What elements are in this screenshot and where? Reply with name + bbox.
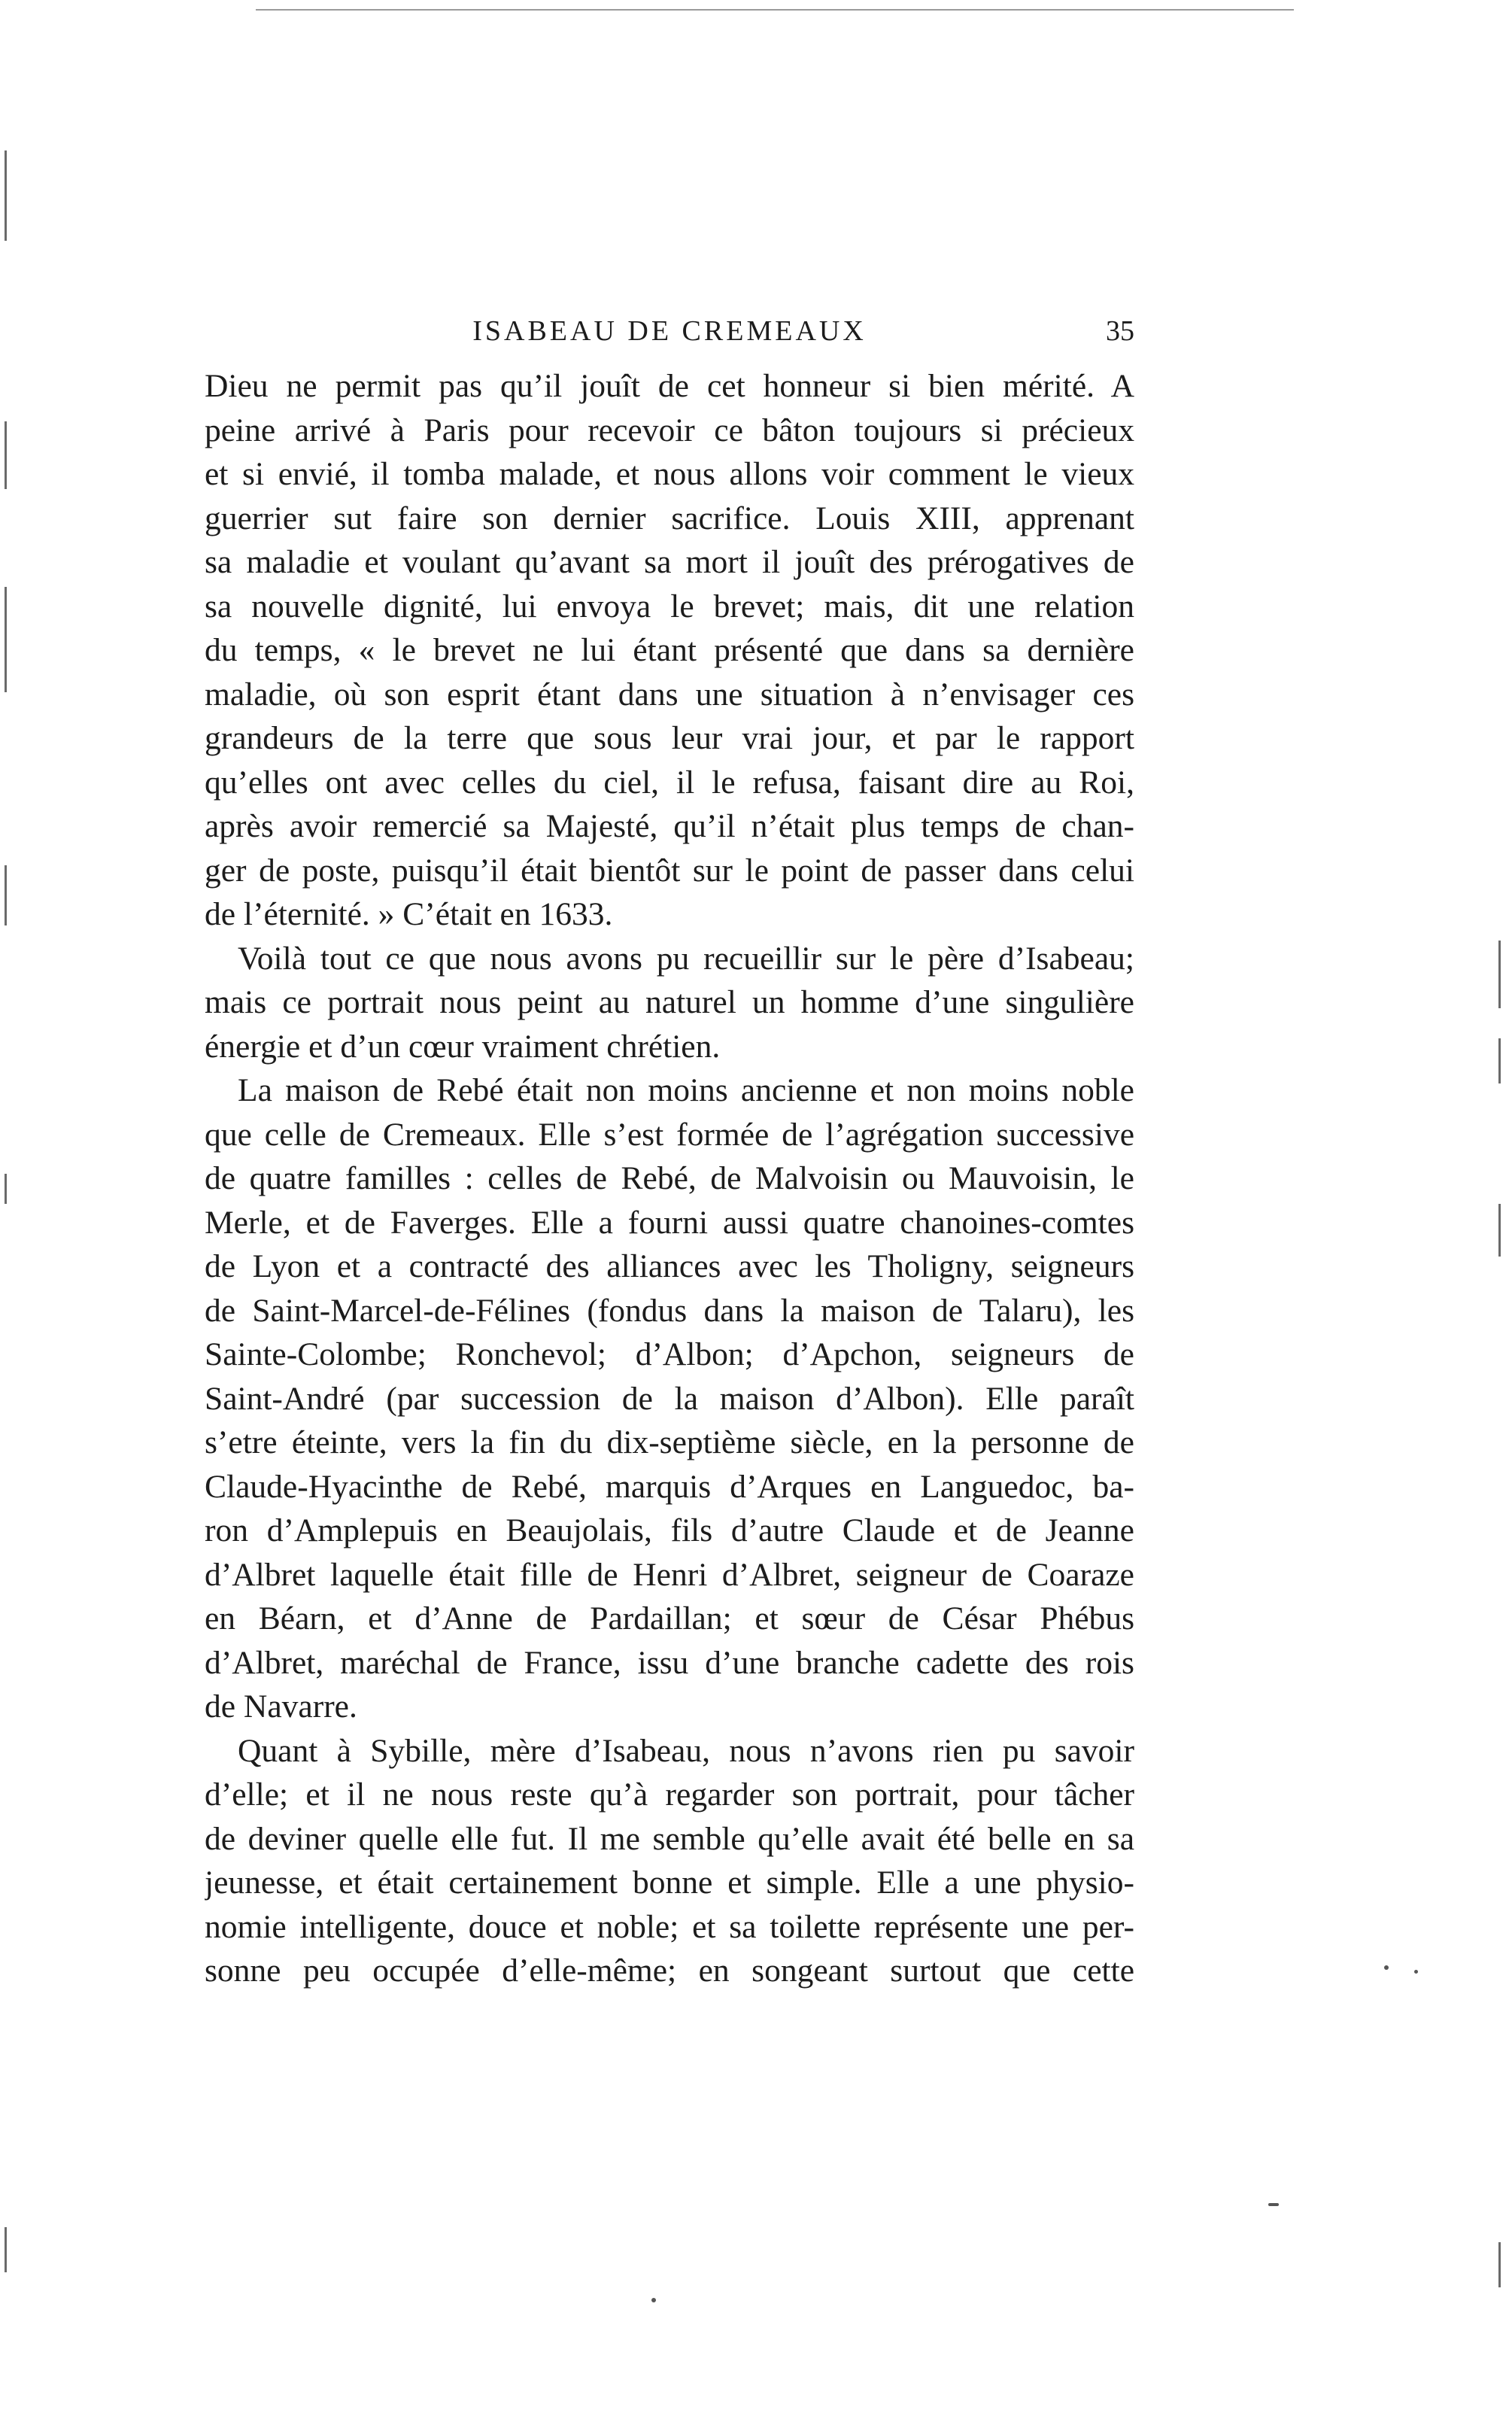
scan-margin-mark: [1498, 941, 1501, 1008]
text-line: guerrier sut faire son dernier sacrifice. Louis XIII, apprenant: [205, 500, 1134, 536]
text-line: peine arrivé à Paris pour recevoir ce bâton toujours si précieux: [205, 412, 1134, 448]
scan-speck: [1414, 1970, 1418, 1974]
scan-speck: [1384, 1965, 1389, 1970]
scan-speck: [651, 2298, 656, 2302]
text-line: ron d’Amplepuis en Beaujolais, fils d’autre Claude et de Jeanne: [205, 1512, 1134, 1548]
text-line: après avoir remercié sa Majesté, qu’il n’était plus temps de chan-: [205, 808, 1134, 844]
text-line: qu’elles ont avec celles du ciel, il le refusa, faisant dire au Roi,: [205, 764, 1134, 801]
running-head: [205, 315, 1134, 360]
text-line: Quant à Sybille, mère d’Isabeau, nous n’avons rien pu savoir: [238, 1732, 1134, 1769]
text-line: de l’éternité. » C’était en 1633.: [205, 896, 613, 932]
paragraph: [205, 1729, 1134, 1993]
text-line: ger de poste, puisqu’il était bientôt sur le point de passer dans celui: [205, 852, 1134, 889]
paragraph: [205, 1068, 1134, 1729]
text-line: Dieu ne permit pas qu’il jouît de cet honneur si bien mérité. A: [205, 368, 1134, 404]
text-line: et si envié, il tomba malade, et nous allons voir comment le vieux: [205, 456, 1134, 492]
scan-margin-mark: [5, 587, 7, 692]
text-line: énergie et d’un cœur vraiment chrétien.: [205, 1028, 721, 1065]
text-line: d’Albret, maréchal de France, issu d’une branche cadette des rois: [205, 1644, 1134, 1681]
scan-top-edge: [256, 9, 1294, 11]
text-line: Sainte-Colombe; Ronchevol; d’Albon; d’Apchon, seigneurs de: [205, 1336, 1134, 1372]
scan-margin-mark: [1498, 1204, 1501, 1257]
text-line: Voilà tout ce que nous avons pu recueillir sur le père d’Isabeau;: [238, 940, 1134, 977]
text-line: que celle de Cremeaux. Elle s’est formée de l’agrégation successive: [205, 1116, 1134, 1153]
text-line: nomie intelligente, douce et noble; et sa toilette représente une per-: [205, 1908, 1134, 1945]
page-number: 35: [1106, 315, 1134, 347]
text-line: s’etre éteinte, vers la fin du dix-septième siècle, en la personne de: [205, 1424, 1134, 1460]
text-line: sa nouvelle dignité, lui envoya le brevet; mais, dit une relation: [205, 588, 1134, 625]
scan-margin-mark: [5, 2227, 7, 2272]
running-title: ISABEAU DE CREMEAUX: [472, 315, 867, 347]
text-line: Merle, et de Faverges. Elle a fourni aussi quatre chanoines-comtes: [205, 1204, 1134, 1241]
scan-margin-mark: [5, 865, 7, 925]
text-line: Saint-André (par succession de la maison d’Albon). Elle paraît: [205, 1380, 1134, 1417]
text-line: grandeurs de la terre que sous leur vrai jour, et par le rapport: [205, 720, 1134, 756]
text-line: sa maladie et voulant qu’avant sa mort il jouît des prérogatives de: [205, 544, 1134, 580]
text-line: du temps, « le brevet ne lui étant présenté que dans sa dernière: [205, 632, 1134, 668]
scan-speck: [1268, 2203, 1279, 2206]
text-line: de quatre familles : celles de Rebé, de Malvoisin ou Mauvoisin, le: [205, 1160, 1134, 1196]
scan-margin-mark: [5, 421, 7, 489]
text-line: d’elle; et il ne nous reste qu’à regarder son portrait, pour tâcher: [205, 1776, 1134, 1813]
body-text: [205, 364, 1134, 1993]
text-line: mais ce portrait nous peint au naturel un homme d’une singulière: [205, 984, 1134, 1020]
text-line: La maison de Rebé était non moins ancienne et non moins noble: [238, 1072, 1134, 1108]
text-line: jeunesse, et était certainement bonne et simple. Elle a une physio-: [205, 1864, 1134, 1901]
scan-margin-mark: [1498, 1038, 1501, 1083]
text-line: de Navarre.: [205, 1688, 357, 1725]
text-line: Claude-Hyacinthe de Rebé, marquis d’Arques en Languedoc, ba-: [205, 1468, 1134, 1505]
scan-margin-mark: [5, 150, 7, 241]
text-line: d’Albret laquelle était fille de Henri d’Albret, seigneur de Coaraze: [205, 1556, 1134, 1593]
text-line: maladie, où son esprit étant dans une situation à n’envisager ces: [205, 676, 1134, 713]
paragraph: [205, 364, 1134, 937]
text-line: de Saint-Marcel-de-Félines (fondus dans la maison de Talaru), les: [205, 1292, 1134, 1329]
text-line: de Lyon et a contracté des alliances avec les Tholigny, seigneurs: [205, 1248, 1134, 1284]
text-line: sonne peu occupée d’elle-même; en songeant surtout que cette: [205, 1953, 1134, 1989]
scan-margin-mark: [5, 1174, 7, 1204]
text-line: de deviner quelle elle fut. Il me semble qu’elle avait été belle en sa: [205, 1820, 1134, 1857]
scan-margin-mark: [1498, 2242, 1501, 2287]
text-line: en Béarn, et d’Anne de Pardaillan; et sœur de César Phébus: [205, 1600, 1134, 1637]
paragraph: [205, 937, 1134, 1069]
